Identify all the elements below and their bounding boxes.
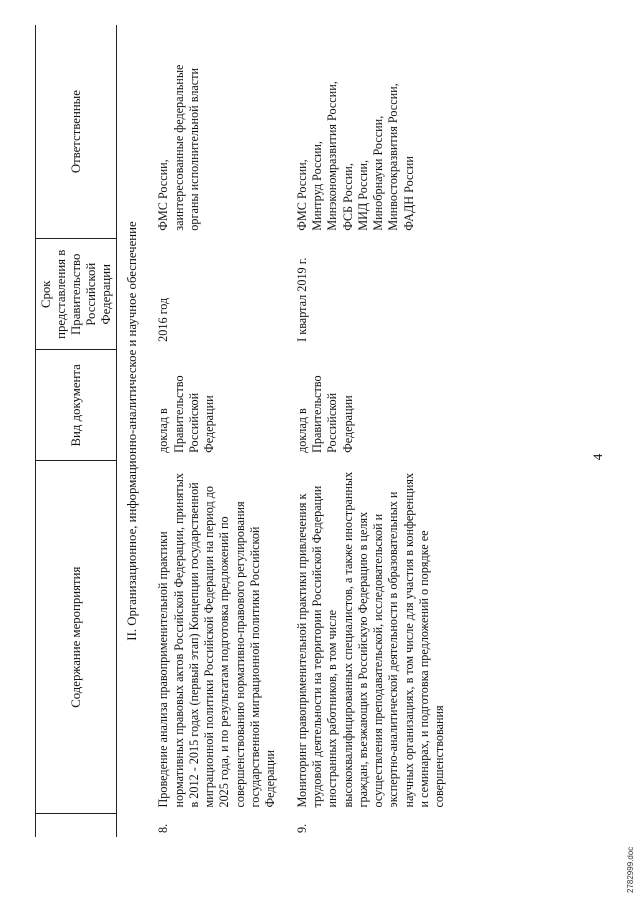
footer-file-code: 2782999.doc [626,846,635,893]
responsible-item: Минвостокразвития России, [386,83,401,231]
row-content: Мониторинг правоприменительной практики привлечения к трудовой деятельности на территории Российской Федерации иностранных работников, в том числе высококвалифицированных специалистов, а также иностранных граждан, въезжающих в Российскую Федерацию в целях осуществления преподавательской, исследовательской и экспертно-аналитической деятельности в образовательных и научных организациях, в том числе для участия в конференциях и семинарах, и подготовка предложений о порядке ее совершенствования [294,471,447,808]
table-row [289,25,458,837]
responsible-item: ФАДН России [401,156,416,231]
responsible-item: ФСБ России, [340,163,355,231]
row-deadline: 2016 год [156,297,171,342]
responsible-item: заинтересованные федеральные органы исполнительной власти [171,64,201,231]
row-doc-type: доклад в Правительство Российской Федерации [156,375,217,453]
responsible-item: ФМС России, [294,159,309,231]
section-title: II. Организационное, информационно-аналитическое и научное обеспечение [125,221,139,641]
row-number: 8. [156,823,171,833]
header-doc-type: Вид документа [36,350,117,461]
responsible-item: ФМС России, [156,159,171,231]
responsible-item: МИД России, [355,159,370,231]
row-responsible [289,25,458,239]
header-deadline: Срок представления в Правительство Российской Федерации [36,239,117,350]
events-table [35,25,458,837]
responsible-item: Минэкономразвития России, [325,81,340,231]
responsible-item: Минтруд России, [309,141,324,231]
header-content: Содержание мероприятия [36,461,117,814]
row-responsible [150,25,288,239]
row-deadline: I квартал 2019 г. [294,257,309,342]
responsible-item: Минобрнауки России, [371,115,386,231]
section-row [117,25,151,837]
header-responsible: Ответственные [36,25,117,239]
table-row [150,25,288,837]
table-header [36,25,117,837]
page-number: 4 [590,453,605,461]
row-doc-type: доклад в Правительство Российской Федерации [294,375,355,453]
row-content: Проведение анализа правоприменительной практики нормативных правовых актов Российской Федерации, принятых в 2012 - 2015 годах (первый этап) Концепции государственной миграционной политики Российской Федерации на период до 2025 года, и по результатам подготовка предложений по совершенствованию нормативно-правового регулирования государственной миграционной политики Российской Федерации [156,473,278,808]
row-number: 9. [294,823,309,833]
header-number [36,814,117,838]
